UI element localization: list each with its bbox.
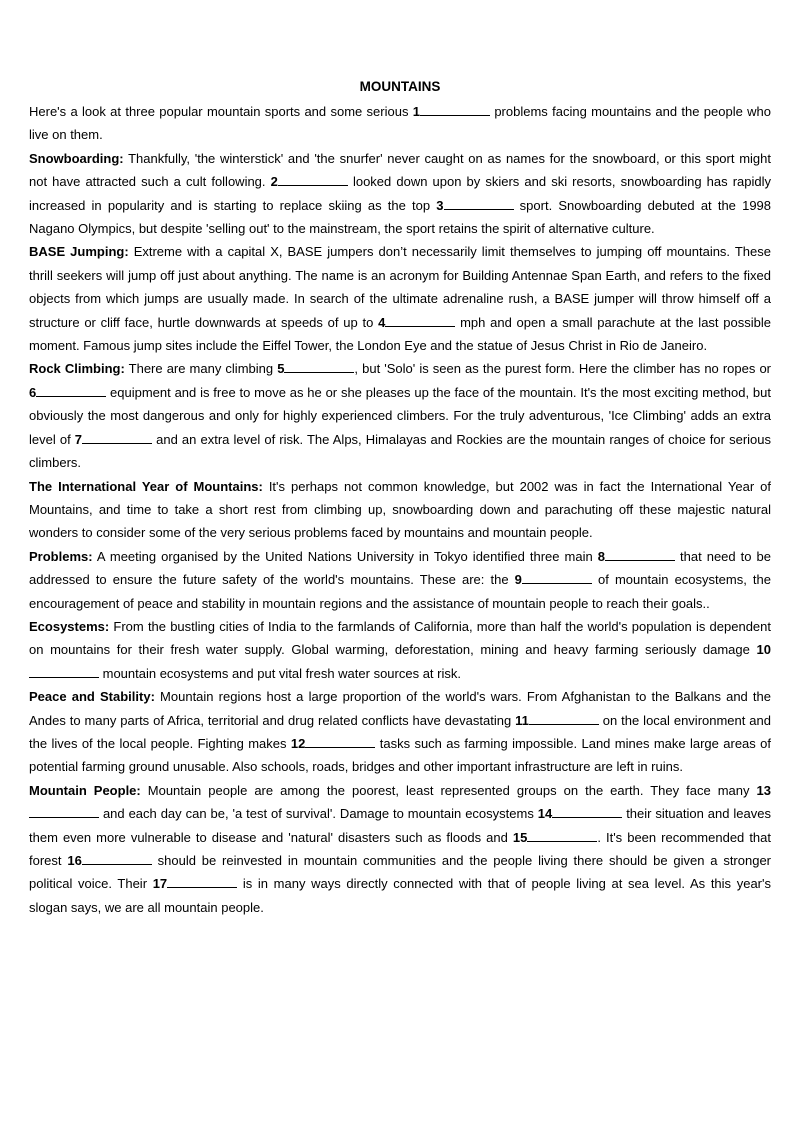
paragraph-text: From the bustling cities of India to the farmlands of California, more than half the world's population is dependent on mountains for their fresh water supply. Global warming, deforestation, mining and heavy farming seriously damage <box>29 618 771 658</box>
answer-blank[interactable] <box>278 173 348 186</box>
paragraph-heading: Snowboarding: <box>29 150 124 166</box>
paragraph-text: is in many ways directly connected with that of people living at sea level. As this year's slogan says, we are all mountain people. <box>29 876 771 915</box>
paragraph-heading: Ecosystems: <box>29 618 110 634</box>
answer-blank[interactable] <box>385 314 455 327</box>
paragraph-text: It's perhaps not common knowledge, but 2002 was in fact the International Year of Mountains, and time to take a short rest from climbing up, snowboarding down and parachuting off these majestic natural wonders to consider some of the very serious problems faced by mountains and mountain people. <box>29 478 771 541</box>
paragraph-text: , but 'Solo' is seen as the purest form. Here the climber has no ropes or <box>354 361 772 377</box>
answer-blank[interactable] <box>36 384 106 397</box>
blank-number: 8 <box>597 548 605 564</box>
paragraph-text: on the local environment and the lives of the local people. Fighting makes <box>29 712 771 751</box>
paragraph <box>29 779 771 919</box>
paragraph-heading: The International Year of Mountains: <box>29 478 263 494</box>
paragraph-text: There are many climbing <box>124 361 278 377</box>
page-title: MOUNTAINS <box>359 79 441 94</box>
blank-number: 2 <box>270 174 278 190</box>
paragraph <box>29 475 771 545</box>
blank-number: 3 <box>436 197 444 213</box>
paragraph-text: A meeting organised by the United Nations University in Tokyo identified three main <box>92 548 598 564</box>
paragraph-heading: BASE Jumping: <box>29 244 129 260</box>
paragraph-text: that need to be addressed to ensure the future safety of the world's mountains. These are: the <box>29 548 771 588</box>
paragraph-text: mountain ecosystems and put vital fresh water sources at risk. <box>99 665 461 681</box>
paragraph-text: mph and open a small parachute at the last possible moment. Famous jump sites include the Eiffel Tower, the London Eye and the statue of Jesus Christ in Rio de Janeiro. <box>29 314 771 354</box>
paragraph <box>29 545 771 615</box>
answer-blank[interactable] <box>284 360 354 373</box>
blank-number: 4 <box>378 314 386 330</box>
blank-number: 16 <box>67 853 82 868</box>
paragraph-text: problems facing mountains and the people who live on them. <box>29 104 771 143</box>
paragraph-heading: Mountain People: <box>29 782 141 798</box>
worksheet-body <box>29 100 771 919</box>
answer-blank[interactable] <box>420 103 490 116</box>
paragraph <box>29 685 771 779</box>
blank-number: 7 <box>74 431 83 447</box>
blank-number: 9 <box>514 572 522 588</box>
paragraph-text: Mountain people are among the poorest, least represented groups on the earth. They face many <box>140 782 757 798</box>
blank-number: 1 <box>412 104 421 119</box>
paragraph <box>29 100 771 147</box>
blank-number: 13 <box>756 782 771 798</box>
paragraph <box>29 615 771 685</box>
paragraph-text: their situation and leaves them even more vulnerable to disease and 'natural' disasters such as floods and <box>29 806 771 845</box>
answer-blank[interactable] <box>29 665 99 678</box>
paragraph-text: Mountain regions host a large proportion of the world's wars. From Afghanistan to the Balkans and the Andes to many parts of Africa, territorial and drug related conflicts have devastating <box>29 689 772 728</box>
paragraph-text: sport. Snowboarding debuted at the 1998 Nagano Olympics, but despite 'selling out' to the mainstream, the sport retains the spirit of alternative culture. <box>29 197 772 237</box>
answer-blank[interactable] <box>305 735 375 748</box>
answer-blank[interactable] <box>522 571 592 584</box>
paragraph <box>29 357 771 474</box>
paragraph <box>29 147 771 241</box>
blank-number: 17 <box>152 876 168 892</box>
answer-blank[interactable] <box>605 548 675 561</box>
paragraph-text: tasks such as farming impossible. Land mines make large areas of potential farming ground unusable. Also schools, roads, bridges and other important infrastructure are left in ruins. <box>29 735 771 775</box>
blank-number: 14 <box>537 806 553 822</box>
paragraph-heading: Peace and Stability: <box>29 689 155 705</box>
answer-blank[interactable] <box>167 875 237 888</box>
answer-blank[interactable] <box>82 431 152 444</box>
paragraph-text: equipment and is free to move as he or she pleases up the face of the mountain. It's the most exciting method, but obviously the most dangerous and only for highly experienced climbers. For the truly adventurous, 'Ice Climbing' adds an extra level of <box>29 384 771 447</box>
blank-number: 11 <box>515 712 529 728</box>
blank-number: 10 <box>756 642 771 658</box>
paragraph-text: and each day can be, 'a test of survival'. Damage to mountain ecosystems <box>99 806 538 822</box>
blank-number: 12 <box>290 735 306 751</box>
paragraph-text: and an extra level of risk. The Alps, Himalayas and Rockies are the mountain ranges of choice for serious climbers. <box>29 431 771 471</box>
paragraph-text: should be reinvested in mountain communities and the people living there should be given a stronger political voice. Their <box>29 853 772 892</box>
blank-number: 15 <box>512 829 528 845</box>
paragraph-text: looked down upon by skiers and ski resorts, snowboarding has rapidly increased in popularity and is starting to replace skiing as the top <box>29 174 771 213</box>
paragraph-heading: Rock Climbing: <box>29 361 125 377</box>
paragraph-heading: Problems: <box>29 548 93 564</box>
blank-number: 5 <box>277 361 285 377</box>
paragraph-text: . It's been recommended that forest <box>29 829 772 868</box>
paragraph-text: Here's a look at three popular mountain sports and some serious <box>29 104 413 119</box>
answer-blank[interactable] <box>527 829 597 842</box>
answer-blank[interactable] <box>82 852 152 865</box>
answer-blank[interactable] <box>444 197 514 210</box>
answer-blank[interactable] <box>529 712 599 725</box>
answer-blank[interactable] <box>29 805 99 818</box>
paragraph-text: Extreme with a capital X, BASE jumpers don’t necessarily limit themselves to jumping off mountains. These thrill seekers will jump off just about anything. The name is an acronym for Building Antennae Span Earth, and refers to the fixed objects from which jumps are usually made. In search of the ultimate adrenaline rush, a BASE jumper will throw himself off a structure or cliff face, hurtle downwards at speeds of up to <box>29 244 771 330</box>
paragraph <box>29 240 771 357</box>
blank-number: 6 <box>29 384 37 400</box>
answer-blank[interactable] <box>552 805 622 818</box>
paragraph-text: Thankfully, 'the winterstick' and 'the snurfer' never caught on as names for the snowboard, or this sport might not have attracted such a cult following. <box>29 150 771 190</box>
paragraph-text: of mountain ecosystems, the encouragement of peace and stability in mountain regions and the assistance of mountain people to reach their goals.. <box>29 572 771 611</box>
